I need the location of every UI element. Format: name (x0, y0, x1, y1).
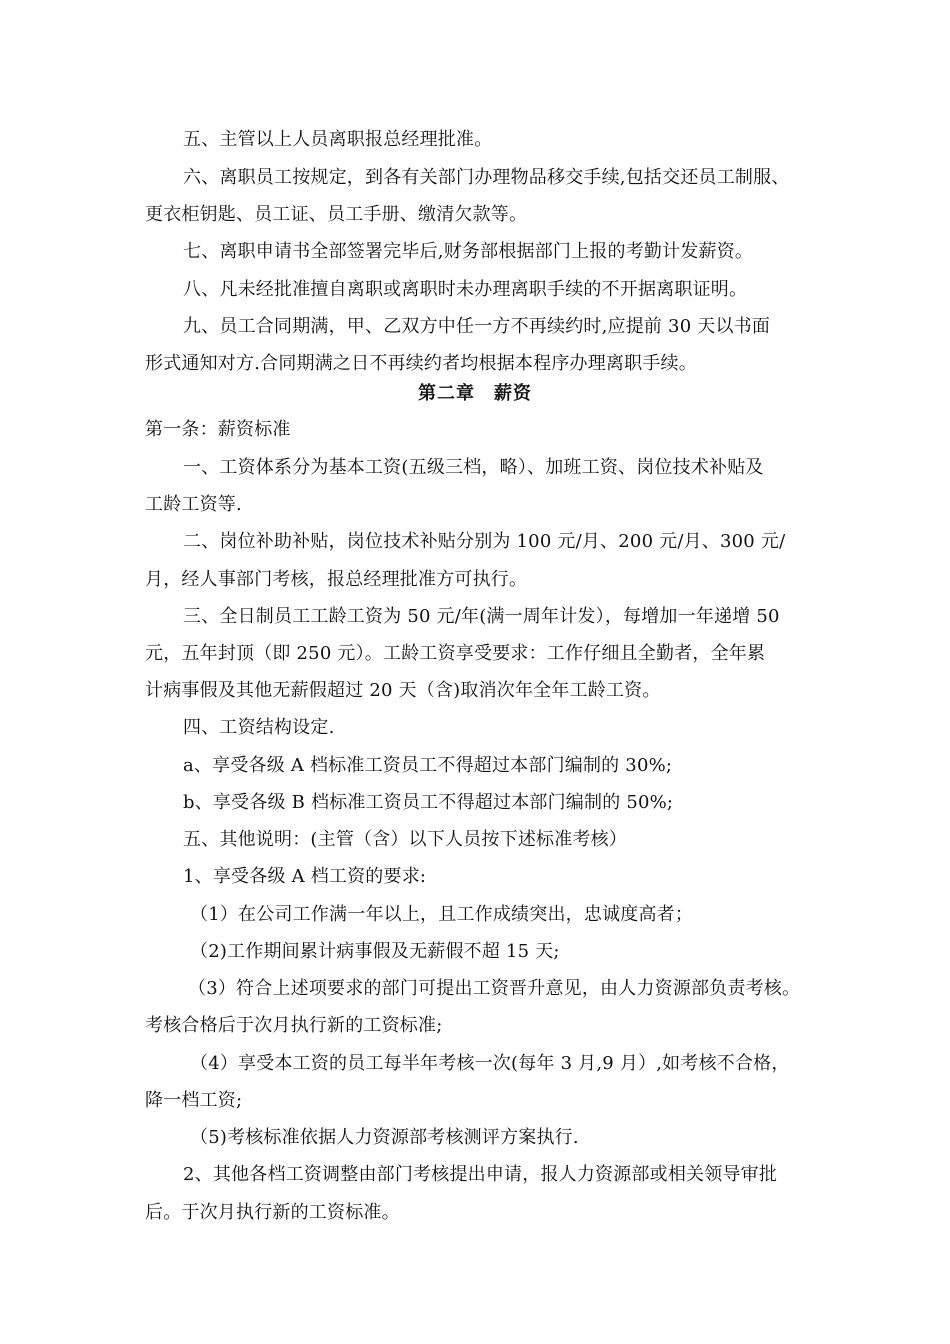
chapter-heading: 第二章 薪资 (418, 383, 532, 404)
paragraph-line: 七、离职申请书全部签署完毕后,财务部根据部门上报的考勤计发薪资。 (183, 241, 754, 262)
paragraph-line: a、享受各级 A 档标准工资员工不得超过本部门编制的 30%; (183, 755, 673, 776)
paragraph-line: （3）符合上述项要求的部门可提出工资晋升意见，由人力资源部负责考核。 (188, 978, 801, 999)
paragraph-line: 四、工资结构设定. (183, 717, 335, 738)
paragraph-line: （5)考核标准依据人力资源部考核测评方案执行. (190, 1127, 579, 1148)
paragraph-line: 月，经人事部门考核，报总经理批准方可执行。 (145, 569, 528, 590)
paragraph-line: 九、员工合同期满，甲、乙双方中任一方不再续约时,应提前 30 天以书面 (183, 316, 771, 337)
paragraph-line: （2)工作期间累计病事假及无薪假不超 15 天; (190, 941, 560, 962)
paragraph-line: 八、凡未经批准擅自离职或离职时未办理离职手续的不开据离职证明。 (183, 279, 748, 300)
paragraph-line: （1）在公司工作满一年以上，且工作成绩突出，忠诚度高者； (190, 904, 694, 925)
paragraph-line: 三、全日制员工工龄工资为 50 元/年(满一周年计发），每增加一年递增 50 (183, 606, 780, 627)
paragraph-line: 五、其他说明：(主管（含）以下人员按下述标准考核） (183, 829, 628, 850)
paragraph-line: 工龄工资等. (145, 494, 242, 515)
paragraph-line: 后。于次月执行新的工资标准。 (145, 1202, 400, 1223)
paragraph-line: 1、享受各级 A 档工资的要求: (183, 866, 427, 887)
paragraph-line: 形式通知对方.合同期满之日不再续约者均根据本程序办理离职手续。 (145, 353, 697, 374)
article-title: 第一条：薪资标准 (145, 419, 291, 440)
paragraph-line: 一、工资体系分为基本工资(五级三档，略）、加班工资、岗位技术补贴及 (183, 457, 764, 478)
paragraph-line: 更衣柜钥匙、员工证、员工手册、缴清欠款等。 (145, 204, 528, 225)
paragraph-line: b、享受各级 B 档标准工资员工不得超过本部门编制的 50%; (183, 792, 674, 813)
paragraph-line: 考核合格后于次月执行新的工资标准; (145, 1015, 443, 1036)
paragraph-line: 元，五年封顶（即 250 元）。工龄工资享受要求：工作仔细且全勤者，全年累 (145, 643, 766, 664)
paragraph-line: 六、离职员工按规定，到各有关部门办理物品移交手续,包括交还员工制服、 (183, 167, 790, 188)
paragraph-line: （4）享受本工资的员工每半年考核一次(每年 3 月,9 月）,如考核不合格， (190, 1053, 790, 1074)
paragraph-line: 计病事假及其他无薪假超过 20 天（含)取消次年全年工龄工资。 (145, 680, 661, 701)
paragraph-line: 降一档工资; (145, 1090, 243, 1111)
paragraph-line: 二、岗位补助补贴，岗位技术补贴分别为 100 元/月、200 元/月、300 元/ (183, 531, 786, 552)
paragraph-line: 2、其他各档工资调整由部门考核提出申请，报人力资源部或相关领导审批 (183, 1164, 778, 1185)
paragraph-line: 五、主管以上人员离职报总经理批准。 (183, 129, 493, 150)
